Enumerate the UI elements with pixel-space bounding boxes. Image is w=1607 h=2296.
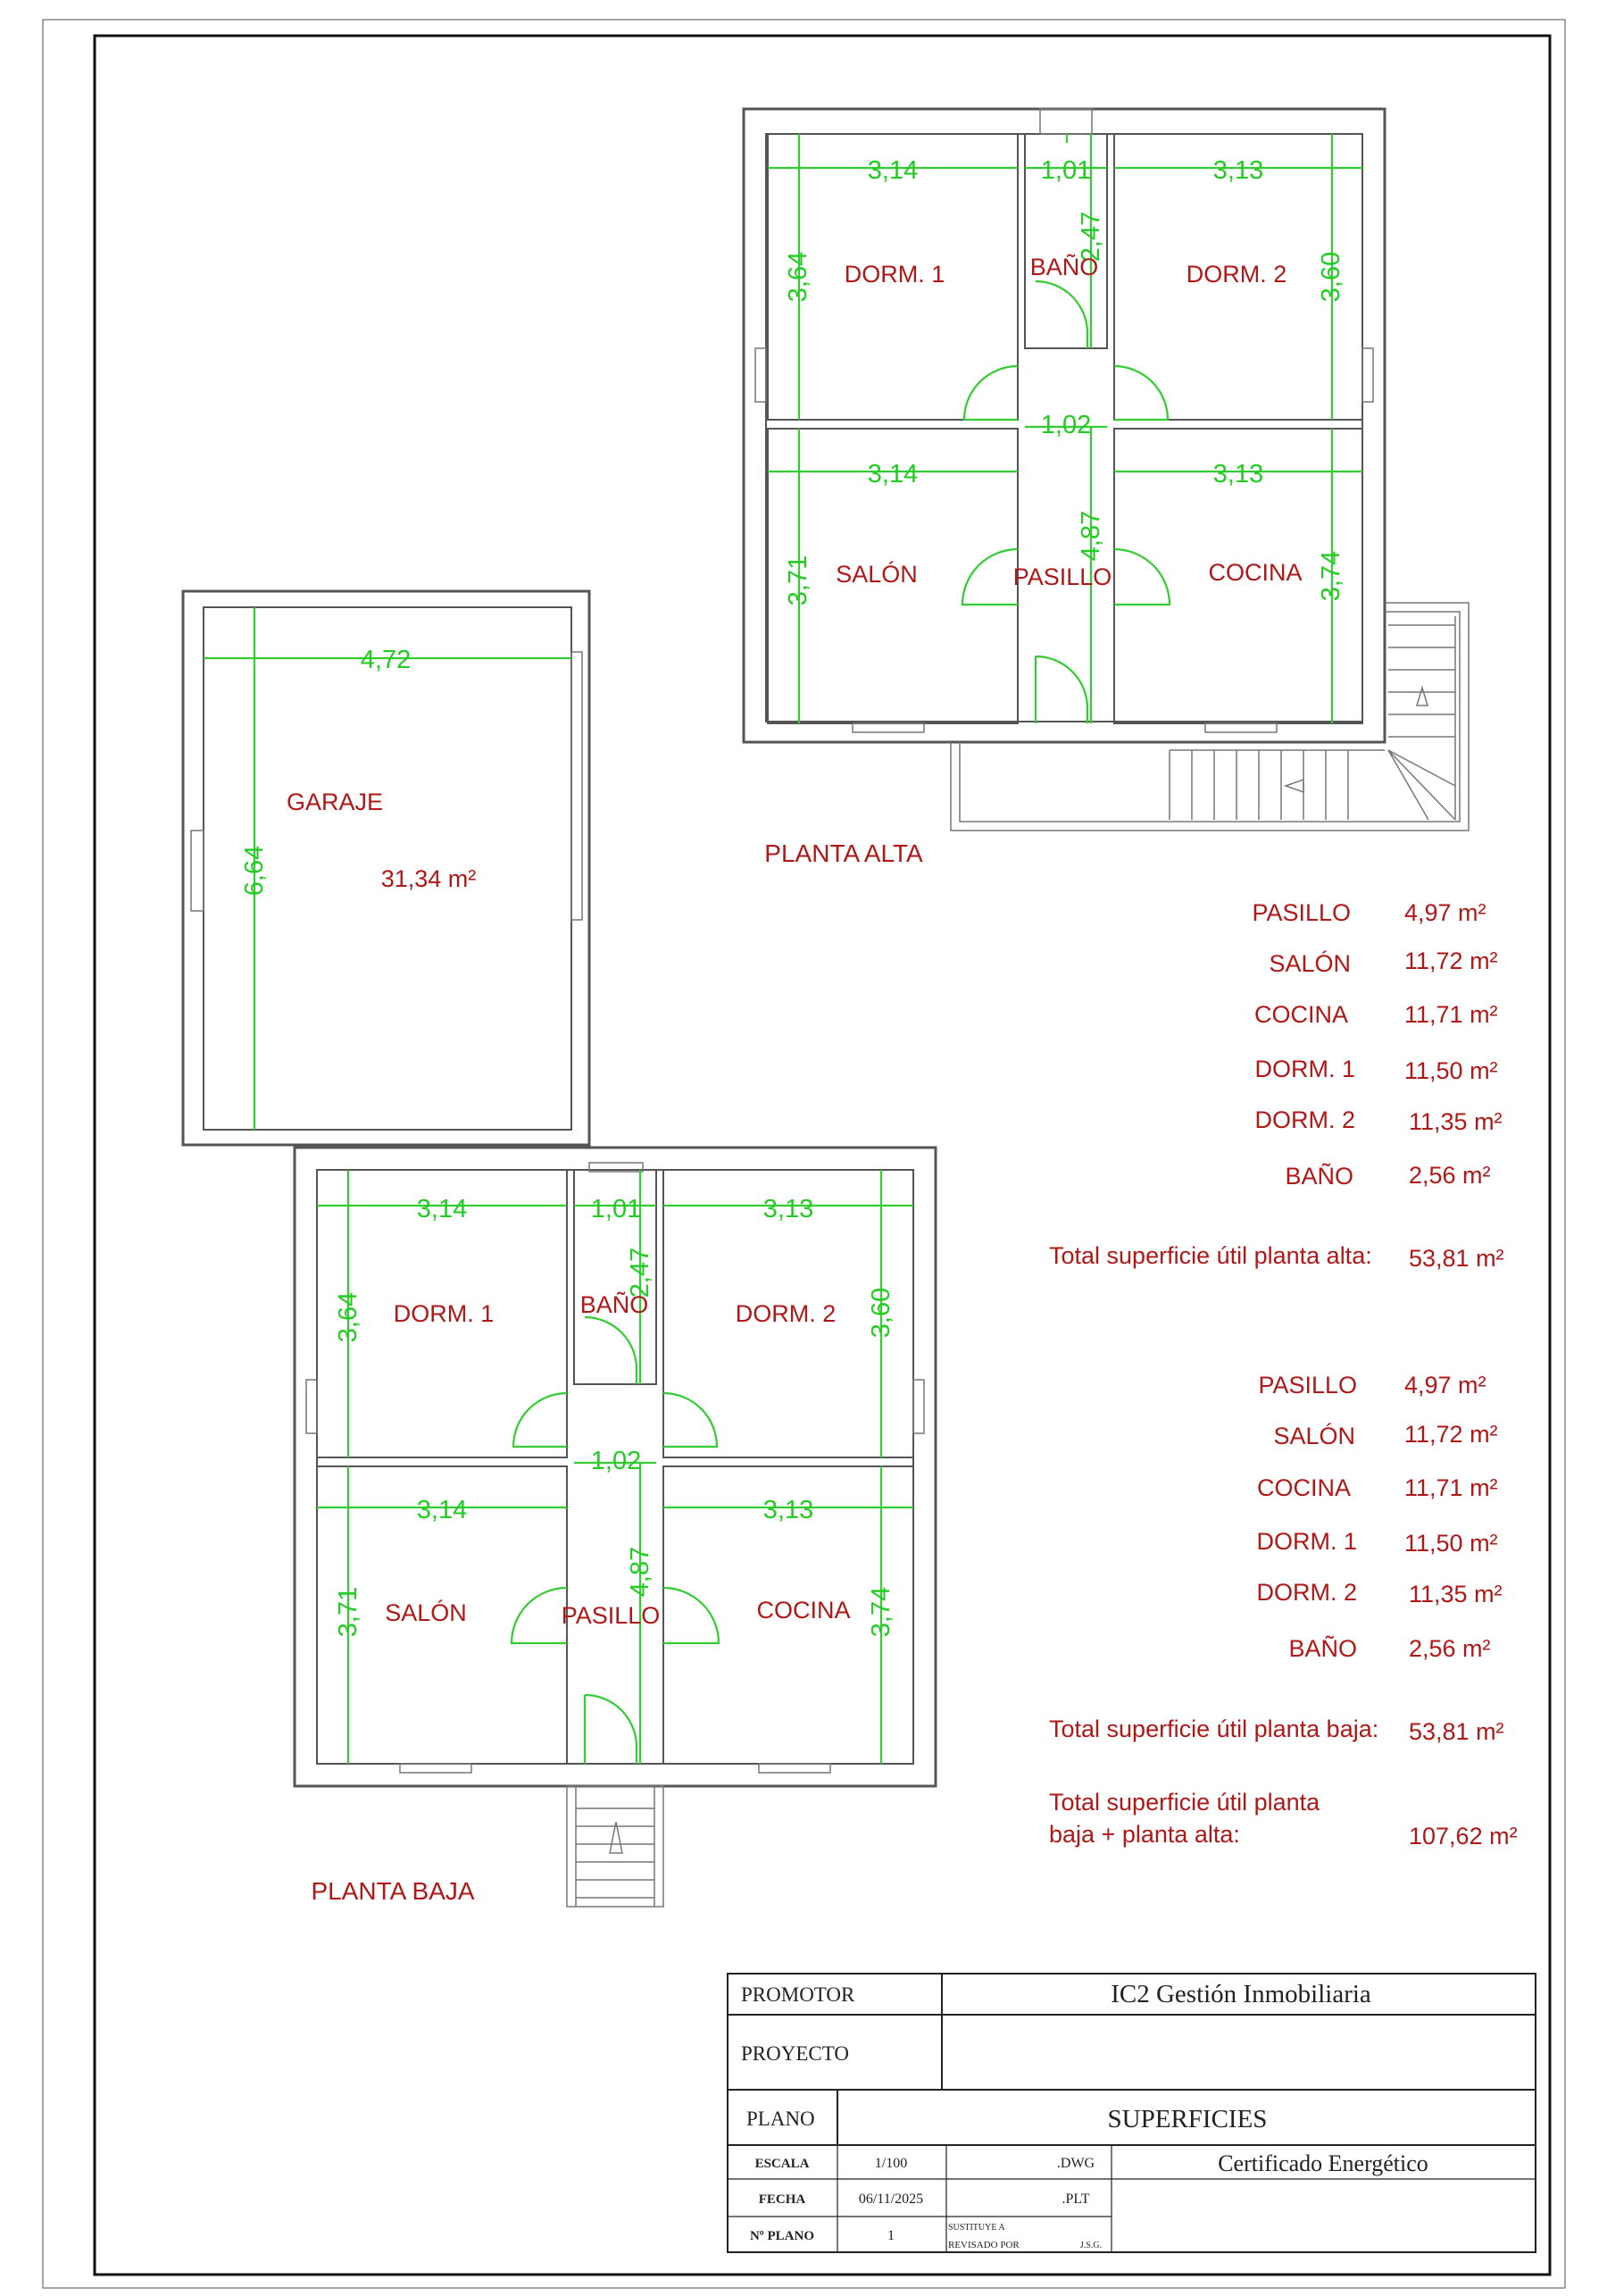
tb-promotor-value: IC2 Gestión Inmobiliaria [1111, 1980, 1371, 2008]
surface-upper-name: DORM. 1 [1254, 1056, 1355, 1082]
surface-lower-total-label: Total superficie útil planta baja: [1049, 1716, 1379, 1742]
upper-dim-salon-height: 3,71 [784, 555, 812, 606]
upper-stairs [1170, 616, 1455, 820]
upper-bano-window [1040, 109, 1092, 134]
upper-dim-pasillo-width: 1,02 [1040, 411, 1092, 439]
upper-cocina-window [1205, 723, 1277, 732]
tb-nplano-value: 1 [887, 2228, 895, 2243]
surface-upper-value: 4,97 m² [1404, 899, 1486, 926]
upper-dorm1-window [755, 348, 766, 402]
upper-dorm2-window [1362, 348, 1373, 402]
lower-room-bano: BAÑO [579, 1291, 649, 1318]
tb-nplano-label: Nº PLANO [749, 2229, 815, 2243]
upper-dim-bano-width: 1,01 [1040, 156, 1092, 185]
surface-upper-total-value: 53,81 m² [1409, 1245, 1504, 1272]
lower-dim-dorm2-width: 3,13 [762, 1195, 814, 1223]
tb-initials: J.S.G. [1079, 2241, 1103, 2250]
garage-dim-width: 4,72 [360, 646, 412, 674]
sheet-outer-border [43, 20, 1565, 2288]
surface-upper-value: 11,50 m² [1404, 1057, 1498, 1084]
grand-total-label-line1: Total superficie útil planta [1049, 1789, 1320, 1816]
surface-lower-name: DORM. 2 [1256, 1579, 1357, 1606]
surface-lower-name: BAÑO [1288, 1635, 1357, 1662]
tb-promotor-label: PROMOTOR [741, 1983, 855, 2006]
surface-upper-total-label: Total superficie útil planta alta: [1049, 1242, 1372, 1269]
lower-dim-pasillo-height: 4,87 [626, 1546, 654, 1598]
lower-entry-stairs [567, 1786, 663, 1907]
upper-dim-salon-width: 3,14 [867, 460, 919, 488]
lower-floor-plan [295, 1148, 936, 1907]
surface-lower-value: 11,50 m² [1404, 1530, 1498, 1557]
surface-lower-value: 4,97 m² [1404, 1372, 1486, 1398]
upper-room-dorm1: DORM. 1 [844, 261, 945, 288]
surface-upper-name: COCINA [1253, 1001, 1348, 1028]
surface-lower-value: 11,72 m² [1404, 1421, 1498, 1448]
tb-dwg: .DWG [1056, 2156, 1095, 2171]
upper-salon-window [853, 723, 924, 732]
garage-dim-depth: 6,64 [240, 845, 269, 897]
upper-dim-pasillo-height: 4,87 [1077, 510, 1105, 562]
upper-dim-dorm2-height: 3,60 [1317, 251, 1345, 303]
tb-plano-value: SUPERFICIES [1107, 2105, 1268, 2133]
upper-dim-cocina-width: 3,13 [1212, 460, 1264, 488]
upper-room-bano: BAÑO [1029, 254, 1099, 280]
surface-lower-name: PASILLO [1258, 1372, 1357, 1398]
tb-escala-label: ESCALA [754, 2157, 810, 2171]
upper-room-salon: SALÓN [836, 561, 918, 588]
upper-room-dorm2: DORM. 2 [1186, 261, 1287, 288]
upper-dim-dorm1-width: 3,14 [867, 156, 919, 185]
tb-revisado: REVISADO POR [948, 2240, 1020, 2250]
upper-room-cocina: COCINA [1208, 559, 1303, 586]
lower-plan-title: PLANTA BAJA [311, 1877, 475, 1905]
lower-dim-cocina-height: 3,74 [867, 1586, 895, 1638]
tb-escala-value: 1/100 [874, 2156, 908, 2171]
lower-dim-dorm1-width: 3,14 [416, 1195, 468, 1223]
garage-gate [571, 652, 582, 920]
grand-total-value: 107,62 m² [1409, 1823, 1518, 1849]
surface-lower-name: DORM. 1 [1256, 1528, 1357, 1555]
tb-fecha-value: 06/11/2025 [858, 2192, 924, 2207]
lower-dim-salon-width: 3,14 [416, 1496, 468, 1524]
upper-dim-dorm2-width: 3,13 [1212, 156, 1264, 185]
tb-fecha-label: FECHA [758, 2192, 806, 2207]
tb-sustituye: SUSTITUYE A [948, 2223, 1005, 2233]
lower-room-dorm2: DORM. 2 [735, 1300, 837, 1327]
surface-upper-name: PASILLO [1252, 899, 1351, 926]
surfaces-lower-table [1049, 1372, 1504, 1745]
tb-certificado: Certificado Energético [1218, 2150, 1428, 2176]
lower-dim-bano-height: 2,47 [626, 1247, 654, 1298]
surface-lower-value: 11,35 m² [1409, 1581, 1503, 1607]
grand-total [1049, 1789, 1518, 1849]
surface-lower-name: COCINA [1256, 1474, 1351, 1501]
garage-area: 31,34 m² [380, 865, 477, 892]
surface-lower-total-value: 53,81 m² [1409, 1718, 1504, 1745]
lower-dim-dorm2-height: 3,60 [867, 1287, 895, 1339]
tb-proyecto-label: PROYECTO [741, 2042, 849, 2065]
grand-total-label-line2: baja + planta alta: [1049, 1821, 1240, 1848]
tb-plt: .PLT [1062, 2192, 1090, 2207]
lower-room-cocina: COCINA [756, 1597, 851, 1624]
surface-upper-value: 2,56 m² [1409, 1162, 1491, 1189]
tb-plano-label: PLANO [746, 2108, 815, 2130]
upper-terrace [951, 603, 1469, 831]
upper-floor-plan [744, 109, 1469, 831]
surface-upper-name: BAÑO [1285, 1163, 1353, 1190]
lower-dim-dorm1-height: 3,64 [334, 1291, 362, 1343]
lower-dim-salon-height: 3,71 [334, 1586, 362, 1638]
upper-dim-cocina-height: 3,74 [1317, 550, 1345, 602]
upper-room-pasillo: PASILLO [1012, 564, 1112, 590]
lower-room-salon: SALÓN [385, 1599, 467, 1626]
surface-lower-name: SALÓN [1273, 1423, 1355, 1449]
lower-room-pasillo: PASILLO [561, 1602, 661, 1629]
upper-dim-dorm1-height: 3,64 [784, 251, 812, 303]
surface-upper-value: 11,35 m² [1409, 1108, 1503, 1135]
surface-upper-name: DORM. 2 [1254, 1106, 1355, 1133]
upper-dim-bano-height: 2,47 [1077, 211, 1105, 263]
lower-dim-bano-width: 1,01 [590, 1195, 642, 1223]
lower-dim-pasillo-width: 1,02 [590, 1447, 642, 1475]
surfaces-upper-table [1049, 899, 1504, 1272]
surface-upper-value: 11,71 m² [1404, 1001, 1498, 1028]
upper-plan-title: PLANTA ALTA [764, 839, 923, 867]
lower-dim-cocina-width: 3,13 [762, 1496, 814, 1524]
surface-lower-value: 2,56 m² [1409, 1635, 1491, 1662]
garage-label: GARAJE [286, 789, 384, 815]
lower-room-dorm1: DORM. 1 [393, 1300, 495, 1327]
surface-upper-value: 11,72 m² [1404, 948, 1498, 974]
surface-upper-name: SALÓN [1269, 950, 1351, 977]
title-block [728, 1974, 1536, 2252]
surface-lower-value: 11,71 m² [1404, 1474, 1498, 1501]
garage-window [191, 831, 204, 911]
